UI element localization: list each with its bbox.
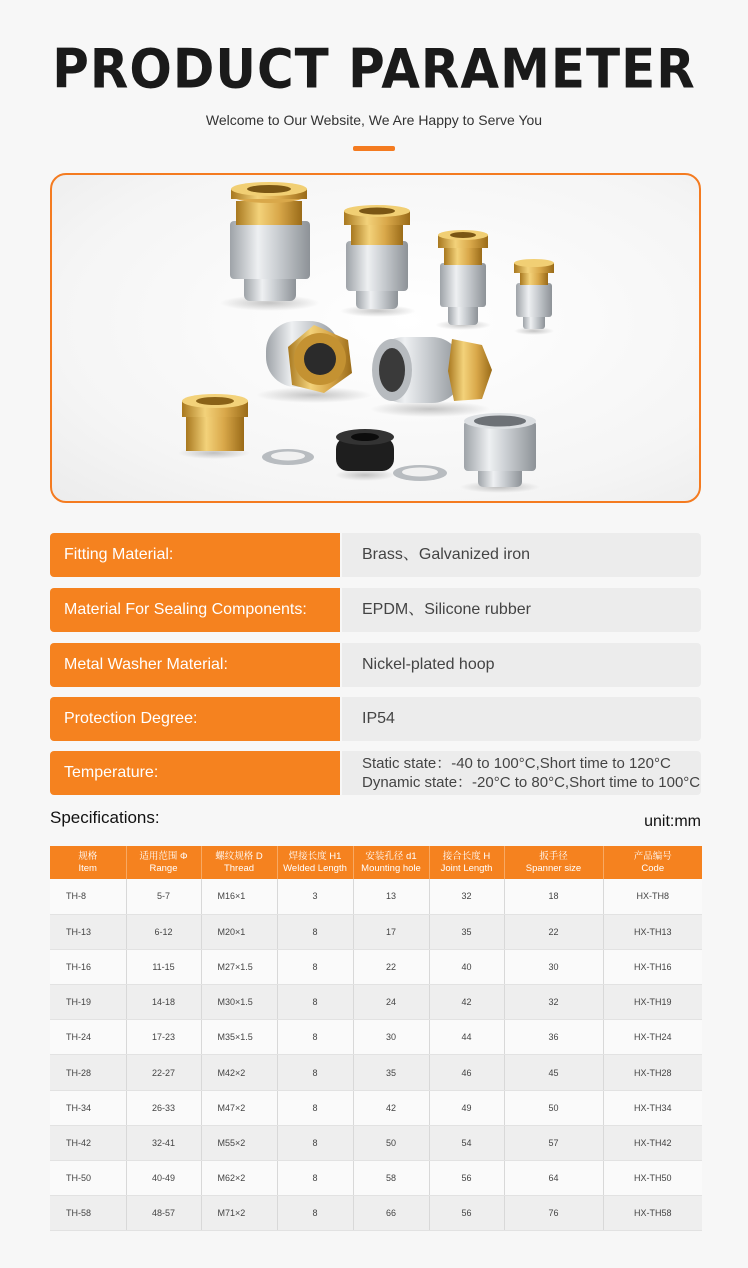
table-cell: 35 [429, 914, 504, 949]
table-cell: TH-8 [50, 879, 126, 914]
title-underline [353, 146, 395, 151]
table-row [50, 1090, 702, 1125]
table-cell: 13 [353, 879, 429, 914]
table-cell: TH-19 [50, 985, 126, 1020]
table-cell: M16×1 [201, 879, 277, 914]
table-cell: M62×2 [201, 1161, 277, 1196]
property-label: Material For Sealing Components: [50, 588, 340, 632]
product-photo [50, 173, 701, 503]
table-cell: 46 [429, 1055, 504, 1090]
table-cell: 57 [504, 1125, 603, 1160]
table-cell: 50 [353, 1125, 429, 1160]
table-cell: M35×1.5 [201, 1020, 277, 1055]
column-header: 螺纹规格 D Thread [201, 846, 277, 879]
table-cell: HX-TH58 [603, 1196, 702, 1231]
table-cell: HX-TH24 [603, 1020, 702, 1055]
table-cell: 42 [353, 1090, 429, 1125]
page-subtitle: Welcome to Our Website, We Are Happy to Serve You [205, 112, 543, 128]
table-header-row [50, 846, 702, 879]
table-cell: 58 [353, 1161, 429, 1196]
table-cell: 54 [429, 1125, 504, 1160]
table-row [50, 1020, 702, 1055]
table-row [50, 1125, 702, 1160]
table-cell: 8 [277, 949, 353, 984]
table-cell: 56 [429, 1196, 504, 1231]
table-cell: 24 [353, 985, 429, 1020]
property-label: Metal Washer Material: [50, 643, 340, 687]
table-cell: 8 [277, 1020, 353, 1055]
table-cell: HX-TH28 [603, 1055, 702, 1090]
table-cell: M30×1.5 [201, 985, 277, 1020]
table-cell: 8 [277, 1055, 353, 1090]
table-cell: 14-18 [126, 985, 201, 1020]
temperature-dynamic: Dynamic state：-20°C to 80°C,Short time to 100°C [362, 774, 701, 791]
table-row [50, 949, 702, 984]
table-cell: M71×2 [201, 1196, 277, 1231]
table-cell: 22 [353, 949, 429, 984]
table-cell: 8 [277, 914, 353, 949]
column-header: 适用范围 Φ Range [126, 846, 201, 879]
property-row-sealing-material [50, 588, 701, 632]
table-cell: HX-TH50 [603, 1161, 702, 1196]
table-cell: 30 [504, 949, 603, 984]
table-row [50, 914, 702, 949]
table-cell: 76 [504, 1196, 603, 1231]
column-header: 产品编号 Code [603, 846, 702, 879]
table-cell: 32 [504, 985, 603, 1020]
cable-gland-illustration [52, 175, 699, 501]
table-cell: 42 [429, 985, 504, 1020]
table-cell: 49 [429, 1090, 504, 1125]
table-cell: 44 [429, 1020, 504, 1055]
table-cell: TH-50 [50, 1161, 126, 1196]
table-cell: 32 [429, 879, 504, 914]
table-row [50, 985, 702, 1020]
column-header: 焊接长度 H1 Welded Length [277, 846, 353, 879]
table-cell: 3 [277, 879, 353, 914]
table-cell: TH-28 [50, 1055, 126, 1090]
table-cell: 8 [277, 1161, 353, 1196]
property-label: Protection Degree: [50, 697, 340, 741]
table-cell: 8 [277, 1090, 353, 1125]
table-cell: 17-23 [126, 1020, 201, 1055]
table-row [50, 1055, 702, 1090]
table-cell: TH-42 [50, 1125, 126, 1160]
table-cell: M27×1.5 [201, 949, 277, 984]
specifications-title: Specifications: [50, 808, 160, 827]
table-cell: TH-34 [50, 1090, 126, 1125]
table-cell: 22-27 [126, 1055, 201, 1090]
table-row [50, 1161, 702, 1196]
property-row-washer-material [50, 643, 701, 687]
table-cell: HX-TH16 [603, 949, 702, 984]
table-cell: HX-TH34 [603, 1090, 702, 1125]
property-value: Brass、Galvanized iron [342, 533, 701, 577]
table-row [50, 1196, 702, 1231]
column-header: 规格 Item [50, 846, 126, 879]
table-cell: HX-TH13 [603, 914, 702, 949]
table-cell: 22 [504, 914, 603, 949]
column-header: 接合长度 H Joint Length [429, 846, 504, 879]
table-cell: TH-16 [50, 949, 126, 984]
property-value: IP54 [342, 697, 701, 741]
table-cell: 18 [504, 879, 603, 914]
table-cell: 40 [429, 949, 504, 984]
table-cell: 11-15 [126, 949, 201, 984]
table-cell: 8 [277, 985, 353, 1020]
column-header: 安装孔径 d1 Mounting hole [353, 846, 429, 879]
table-cell: TH-58 [50, 1196, 126, 1231]
table-cell: 8 [277, 1196, 353, 1231]
table-cell: HX-TH19 [603, 985, 702, 1020]
table-cell: 17 [353, 914, 429, 949]
property-value: EPDM、Silicone rubber [342, 588, 701, 632]
table-cell: 8 [277, 1125, 353, 1160]
table-cell: M55×2 [201, 1125, 277, 1160]
property-label: Fitting Material: [50, 533, 340, 577]
table-cell: 32-41 [126, 1125, 201, 1160]
table-cell: 64 [504, 1161, 603, 1196]
table-cell: 36 [504, 1020, 603, 1055]
column-header: 扳手径 Spanner size [504, 846, 603, 879]
table-cell: 40-49 [126, 1161, 201, 1196]
table-row [50, 879, 702, 914]
table-cell: 66 [353, 1196, 429, 1231]
page-title: PRODUCT PARAMETER [52, 37, 696, 101]
table-cell: 50 [504, 1090, 603, 1125]
table-cell: 48-57 [126, 1196, 201, 1231]
property-row-temperature [50, 751, 701, 795]
table-cell: 56 [429, 1161, 504, 1196]
table-cell: HX-TH42 [603, 1125, 702, 1160]
specifications-table [50, 846, 702, 1231]
property-value [342, 751, 701, 795]
table-cell: TH-24 [50, 1020, 126, 1055]
property-row-protection-degree [50, 697, 701, 741]
table-cell: 5-7 [126, 879, 201, 914]
unit-label: unit:mm [644, 813, 701, 830]
table-cell: M42×2 [201, 1055, 277, 1090]
table-cell: M20×1 [201, 914, 277, 949]
table-cell: 35 [353, 1055, 429, 1090]
property-label: Temperature: [50, 751, 340, 795]
table-cell: 26-33 [126, 1090, 201, 1125]
table-cell: 6-12 [126, 914, 201, 949]
table-cell: TH-13 [50, 914, 126, 949]
property-value: Nickel-plated hoop [342, 643, 701, 687]
property-row-fitting-material [50, 533, 701, 577]
temperature-static: Static state：-40 to 100°C,Short time to 120°C [362, 755, 671, 772]
table-cell: 30 [353, 1020, 429, 1055]
table-cell: HX-TH8 [603, 879, 702, 914]
table-cell: M47×2 [201, 1090, 277, 1125]
table-cell: 45 [504, 1055, 603, 1090]
